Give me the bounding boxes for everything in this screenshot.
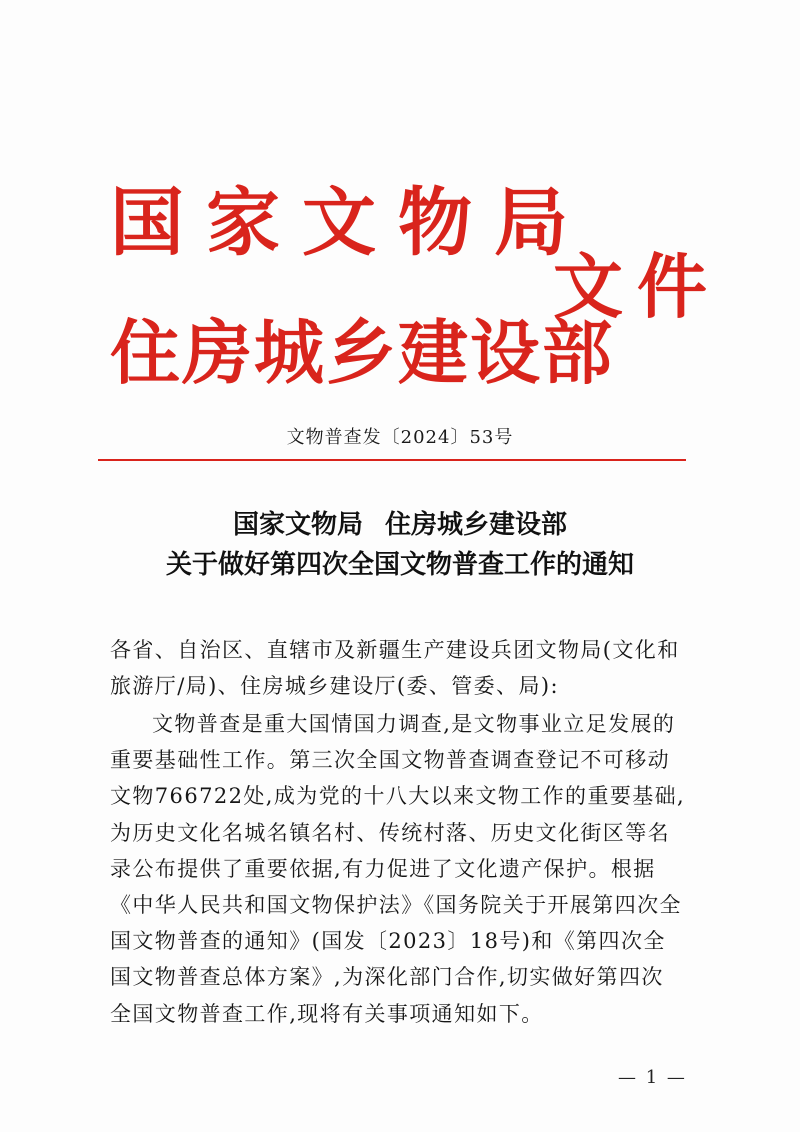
issuer-name-housing-ministry: 住房城乡建设部 (110, 311, 614, 394)
red-divider-line (98, 459, 686, 461)
document-number: 文物普查发〔2024〕53号 (286, 427, 514, 448)
title-issuers (0, 508, 800, 542)
body-paragraph: 文物普查是重大国情国力调查,是文物事业立足发展的重要基础性工作。第三次全国文物普查调查登记不可移动文物766722处,成为党的十八大以来文物工作的重要基础,为历史文化名城名镇名村、传统村落、历史文化街区等名录公布提供了重要依据,有力促进了文化遗产保护。根据《中华人民共和国文物保护法》《国务院关于开展第四次全国文物普查的通知》(国发〔2023〕18号)和《第四次全国文物普查总体方案》,为深化部门合作,切实做好第四次全国文物普查工作,现将有关事项通知如下。 (110, 712, 686, 1026)
title-issuer-right: 住房城乡建设部 (385, 510, 568, 540)
title-issuer-left: 国家文物局 (232, 510, 363, 540)
document-label: 文件 (553, 245, 721, 328)
page-number: — 1 — (618, 1067, 687, 1088)
title-subject: 关于做好第四次全国文物普查工作的通知 (165, 550, 634, 580)
addressee-paragraph: 各省、自治区、直辖市及新疆生产建设兵团文物局(文化和旅游厅/局)、住房城乡建设厅(委、管委、局): (110, 638, 680, 699)
issuer-name-cultural-heritage: 国家文物局 (110, 180, 590, 266)
